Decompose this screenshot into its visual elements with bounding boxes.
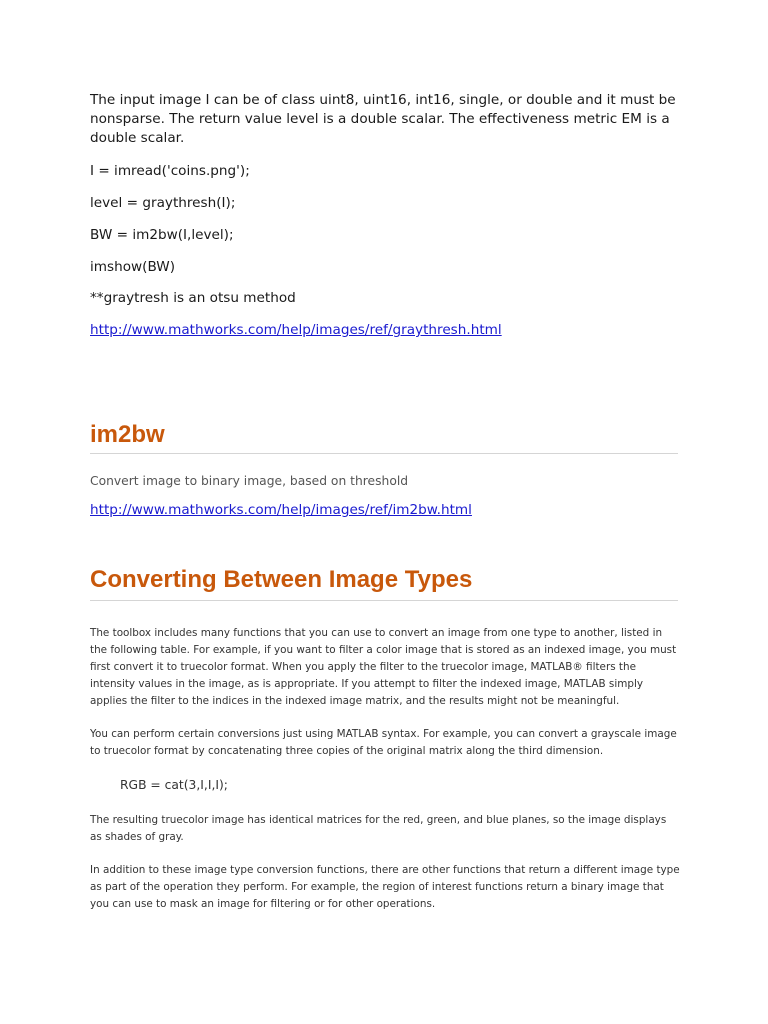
code-line-imshow: imshow(BW) [90, 259, 176, 275]
code-line-im2bw: BW = im2bw(I,level); [90, 227, 234, 243]
graythresh-link[interactable]: http://www.mathworks.com/help/images/ref/graythresh.html [90, 322, 502, 338]
intro-paragraph: The input image I can be of class uint8, uint16, int16, single, or double and it must be nonsparse. The return value level is a double scalar. The effectiveness metric EM is a double scalar. [90, 92, 676, 146]
converting-divider [90, 600, 678, 601]
rgb-cat-code: RGB = cat(3,I,I,I); [120, 778, 228, 792]
converting-paragraph-4: In addition to these image type conversion functions, there are other functions that return a different image type as part of the operation they perform. For example, the region of interest functions return a binary image that you can use to mask an image for filtering or for other operations. [90, 864, 680, 910]
converting-heading: Converting Between Image Types [90, 566, 473, 593]
code-line-graythresh: level = graythresh(I); [90, 195, 236, 211]
converting-paragraph-2: You can perform certain conversions just using MATLAB syntax. For example, you can convert a grayscale image to truecolor format by concatenating three copies of the original matrix along the third dimension. [90, 728, 677, 757]
converting-paragraph-3: The resulting truecolor image has identical matrices for the red, green, and blue planes, so the image displays as shades of gray. [90, 814, 667, 843]
code-line-imread: I = imread('coins.png'); [90, 163, 250, 179]
im2bw-divider [90, 453, 678, 454]
converting-paragraph-1: The toolbox includes many functions that you can use to convert an image from one type to another, listed in the following table. For example, if you want to filter a color image that is stored as an indexed image, you must first convert it to truecolor format. When you apply the filter to the truecolor image, MATLAB® filters the intensity values in the image, as is appropriate. If you attempt to filter the indexed image, MATLAB simply applies the filter to the indices in the indexed image matrix, and the results might not be meaningful. [90, 627, 677, 707]
otsu-note: **graytresh is an otsu method [90, 290, 296, 306]
im2bw-subtitle: Convert image to binary image, based on threshold [90, 474, 409, 488]
im2bw-link[interactable]: http://www.mathworks.com/help/images/ref/im2bw.html [90, 502, 472, 518]
im2bw-heading: im2bw [90, 421, 165, 448]
